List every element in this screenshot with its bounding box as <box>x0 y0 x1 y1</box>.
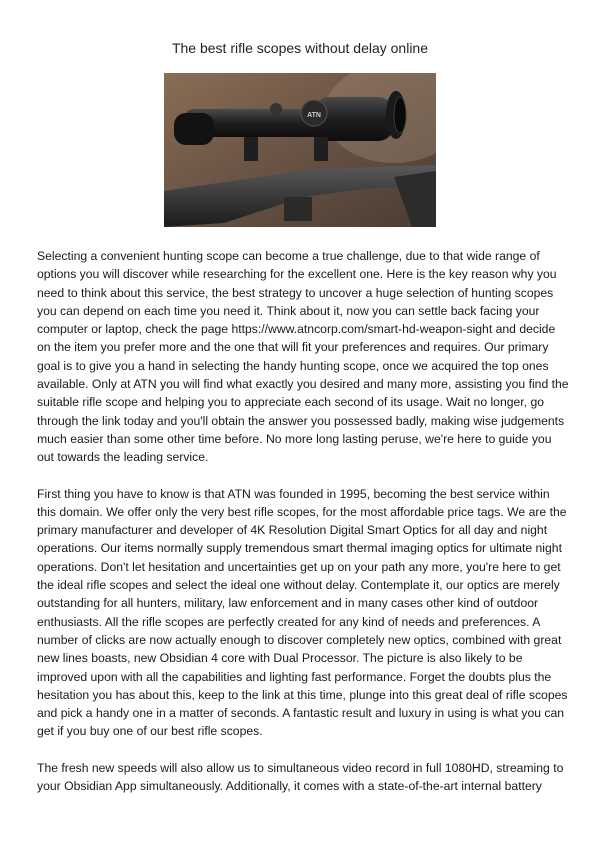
scope-logo: ATN <box>307 112 321 119</box>
paragraph: Selecting a convenient hunting scope can become a true challenge, due to that wide range of options you will discover while researching for the excellent one. Here is the key reason why you need to think about this service, the best strategy to uncover a huge selection of hunting scopes you can depend on each time you need it. Think about it, now you can settle back facing your computer or laptop, check the page https://www.atncorp.com/smart-hd-weapon-sight and decide on the item you prefer more and the one that will fit your preferences and requires. Our primary goal is to give you a hand in selecting the handy hunting scope, once we acquired the top ones available. Only at ATN you will find what exactly you desired and many more, assisting you find the suitable rifle scope and helping you to appreciate each second of its usage. Wait no longer, go through the link today and you'll obtain the answer you possessed badly, making wise judgements much easier than some other time before. No more long lasting peruse, we're here to guide you out towards the leading service. <box>37 249 569 465</box>
page-title: The best rifle scopes without delay online <box>171 40 429 56</box>
article-body <box>37 247 569 813</box>
paragraph: First thing you have to know is that ATN was founded in 1995, becoming the best service within this domain. We offer only the very best rifle scopes, for the most affordable price tags. We are the primary manufacturer and developer of 4K Resolution Digital Smart Optics for all day and night operations. Our items normally supply tremendous smart thermal imaging optics for ultimate night operations. Don't let hesitation and uncertainties get up on your path any more, you're here to get the ideal rifle scopes and select the ideal one without delay. Contemplate it, our optics are merely outstanding for all hunters, military, law enforcement and in many cases other kind of outdoor enthusiasts. All the rifle scopes are perfectly created for any kind of needs and preferences. A number of clicks are now actually enough to discover completely new optics, combined with great new lines boasts, new Obsidian 4 core with Dual Processor. The picture is also likely to be improved upon with all the capabilities and lighting fast performance. Forget the doubts plus the hesitation you has about this, keep to the link at this time, plunge into this great deal of rifle scopes and pick a handy one in a matter of seconds. A fantastic result and luxury in using is what you can get if you buy one of our best rifle scopes. <box>37 486 568 739</box>
paragraph: The fresh new speeds will also allow us to simultaneous video record in full 1080HD, streaming to your Obsidian App simultaneously. Additionally, it comes with a state-of-the-art internal battery <box>37 760 564 794</box>
rifle-scope-photo <box>164 73 436 227</box>
